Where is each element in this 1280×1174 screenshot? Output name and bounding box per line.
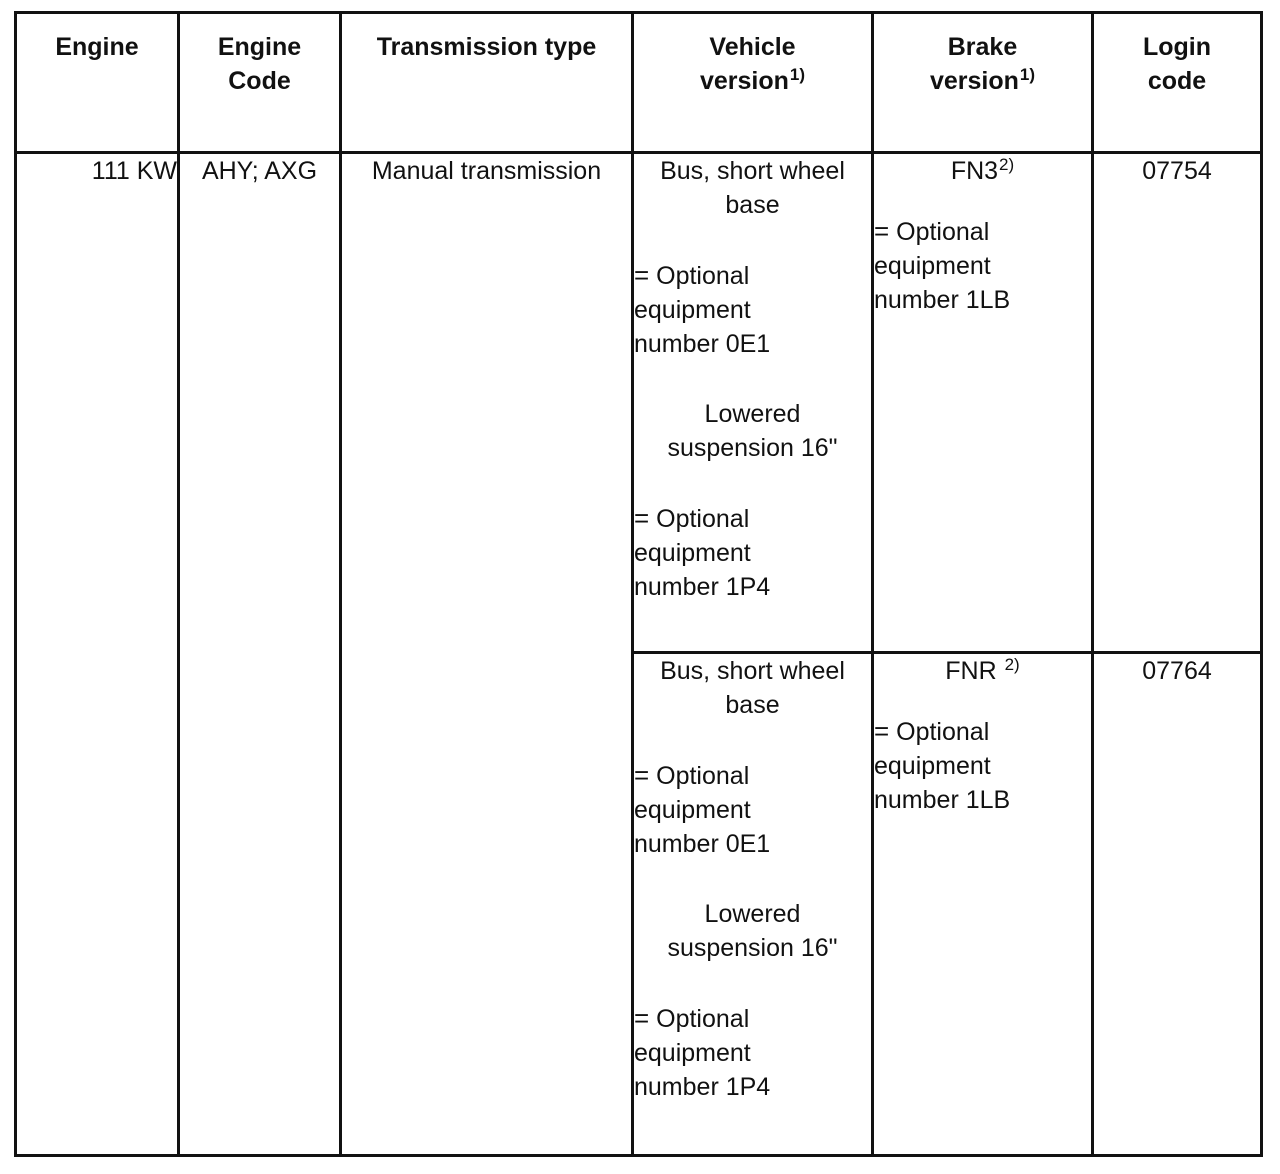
header-vehicle-version: [633, 13, 873, 153]
brake-code: [874, 154, 1091, 188]
vehicle-title-line2: base: [725, 691, 780, 719]
header-row: [16, 13, 1262, 153]
vehicle-version-cell: [633, 653, 873, 1156]
transmission-cell: Manual transmission: [341, 153, 633, 1156]
vehicle-opt2-line1: Optional: [656, 1005, 750, 1033]
vehicle-opt1-line2: equipment: [634, 796, 751, 824]
vehicle-title: [634, 654, 871, 722]
equals-sign: =: [634, 260, 650, 290]
vehicle-option-1: [634, 758, 871, 861]
vehicle-opt2-line1: Optional: [656, 505, 750, 533]
header-login-line2: code: [1147, 67, 1207, 95]
vehicle-opt2-line2: equipment: [634, 1039, 751, 1067]
equals-sign: =: [634, 503, 650, 533]
vehicle-opt2-line3: number 1P4: [634, 1073, 771, 1101]
brake-footnote: 2): [1004, 655, 1020, 674]
vehicle-sub-line2: suspension 16": [667, 934, 838, 962]
vehicle-subversion: [634, 897, 871, 965]
brake-opt-line1: Optional: [896, 218, 990, 246]
header-brake-footnote: 1): [1019, 65, 1036, 84]
vehicle-opt1-line1: Optional: [656, 762, 750, 790]
vehicle-title: [634, 154, 871, 222]
vehicle-sub-line2: suspension 16": [667, 434, 838, 462]
equals-sign: =: [634, 760, 650, 790]
vehicle-option-2: [634, 1001, 871, 1104]
equals-sign: =: [874, 216, 890, 246]
login-code-cell: 07764: [1093, 653, 1262, 1156]
header-brake-line1: Brake: [947, 33, 1018, 61]
header-engine-code-line1: Engine: [217, 33, 302, 61]
brake-opt-line1: Optional: [896, 718, 990, 746]
vehicle-sub-line1: Lowered: [704, 900, 801, 928]
header-vehicle-line1: Vehicle: [709, 33, 796, 61]
brake-opt-line2: equipment: [874, 752, 991, 780]
header-engine-code: [179, 13, 341, 153]
vehicle-sub-line1: Lowered: [704, 400, 801, 428]
equals-sign: =: [874, 716, 890, 746]
vehicle-opt2-line2: equipment: [634, 539, 751, 567]
header-transmission-label: Transmission type: [376, 33, 597, 61]
brake-code: [874, 654, 1091, 688]
header-login-code: [1093, 13, 1262, 153]
header-engine-label: Engine: [55, 33, 139, 61]
table-row: [16, 153, 1262, 653]
brake-code-text: FNR: [945, 657, 1004, 685]
vehicle-opt1-line1: Optional: [656, 262, 750, 290]
vehicle-subversion: [634, 397, 871, 465]
header-transmission: [341, 13, 633, 153]
vehicle-opt1-line2: equipment: [634, 296, 751, 324]
brake-code-text: FN3: [950, 157, 999, 185]
header-brake-line2: version: [929, 67, 1019, 95]
vehicle-option-2: [634, 501, 871, 604]
brake-opt-line3: number 1LB: [874, 786, 1011, 814]
header-vehicle-footnote: 1): [789, 65, 806, 84]
header-brake-version: [873, 13, 1093, 153]
header-vehicle-line2: version: [699, 67, 789, 95]
brake-option: [874, 714, 1091, 817]
vehicle-opt1-line3: number 0E1: [634, 830, 771, 858]
engine-code-cell: AHY; AXG: [179, 153, 341, 1156]
header-engine-code-line2: Code: [228, 67, 291, 95]
brake-footnote: 2): [999, 155, 1015, 174]
vehicle-title-line1: Bus, short wheel: [660, 157, 845, 185]
header-login-line1: Login: [1142, 33, 1212, 61]
engine-cell: 111 KW: [16, 153, 179, 1156]
vehicle-opt1-line3: number 0E1: [634, 330, 771, 358]
vehicle-title-line1: Bus, short wheel: [660, 657, 845, 685]
vehicle-option-1: [634, 258, 871, 361]
vehicle-version-cell: [633, 153, 873, 653]
vehicle-title-line2: base: [725, 191, 780, 219]
brake-version-cell: [873, 153, 1093, 653]
brake-option: [874, 214, 1091, 317]
equals-sign: =: [634, 1003, 650, 1033]
brake-version-cell: [873, 653, 1093, 1156]
brake-opt-line2: equipment: [874, 252, 991, 280]
vehicle-spec-table: [14, 11, 1263, 1157]
vehicle-opt2-line3: number 1P4: [634, 573, 771, 601]
header-engine: [16, 13, 179, 153]
login-code-cell: 07754: [1093, 153, 1262, 653]
brake-opt-line3: number 1LB: [874, 286, 1011, 314]
